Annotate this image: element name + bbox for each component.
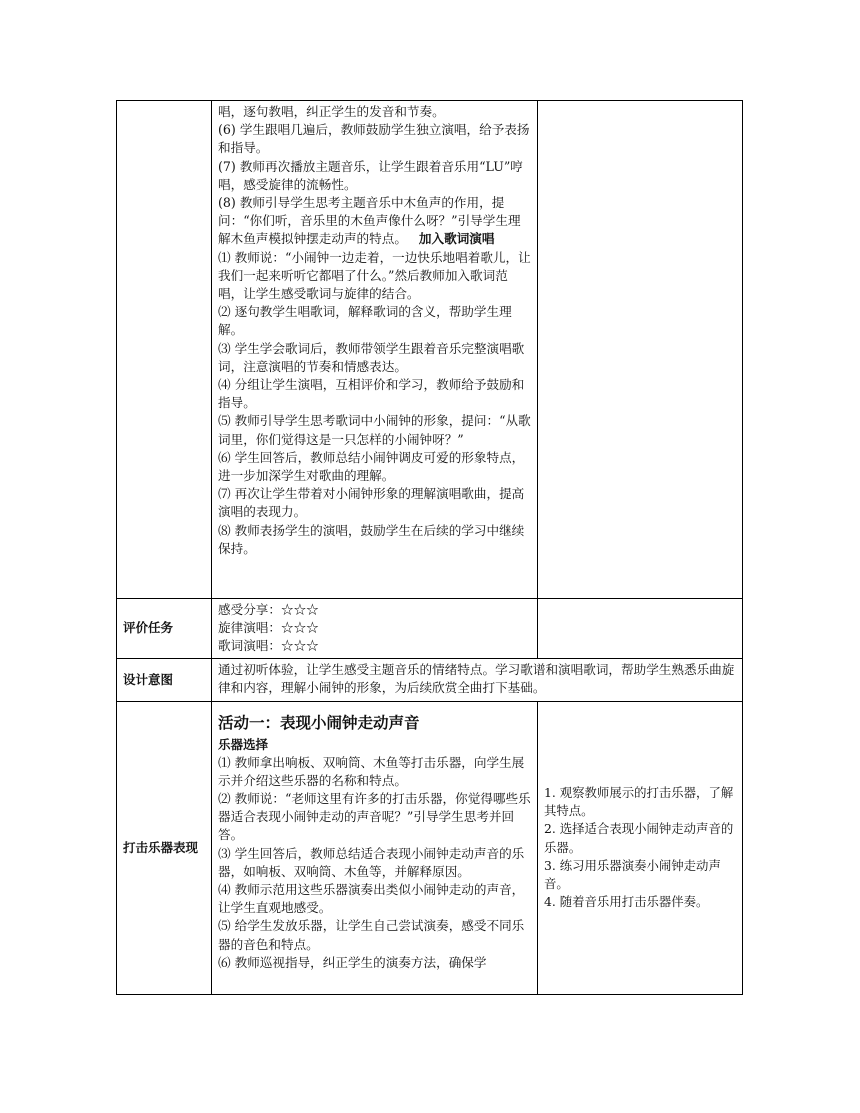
student-activity-item: 1. 观察教师展示的打击乐器，了解其特点。 bbox=[544, 784, 734, 819]
step-8-text: (8) 教师引导学生思考主题音乐中木鱼声的作用，提问：“你们听，音乐里的木鱼声像什么呀？”引导学生理解木鱼声模拟钟摆走动声的特点。 bbox=[218, 195, 521, 247]
evaluation-label: 评价任务 bbox=[117, 599, 212, 659]
singing-student-cell bbox=[538, 101, 743, 599]
content-paragraph: ⑻ 教师表扬学生的演唱，鼓励学生在后续的学习中继续保持。 bbox=[218, 522, 525, 556]
student-activity-item: 4. 随着音乐用打击乐器伴奏。 bbox=[544, 894, 709, 910]
percussion-row bbox=[117, 701, 743, 994]
lyrics-singing-heading: 加入歌词演唱 bbox=[418, 231, 495, 247]
content-paragraph: ⑸ 教师引导学生思考歌词中小闹钟的形象，提问：“从歌词里，你们觉得这是一只怎样的小闹钟呀？” bbox=[218, 413, 531, 447]
activity-title: 活动一：表现小闹钟走动声音 bbox=[218, 713, 420, 732]
content-paragraph: 唱，逐句教唱，纠正学生的发音和节奏。 bbox=[218, 104, 445, 119]
lesson-plan-table bbox=[116, 100, 743, 995]
evaluation-row bbox=[117, 599, 743, 659]
content-paragraph: ⑴ 教师说：“小闹钟一边走着，一边快乐地唱着歌儿，让我们一起来听听它都唱了什么。”然后教师加入歌词范唱，让学生感受歌词与旋律的结合。 bbox=[218, 249, 531, 302]
design-text: 通过初听体验，让学生感受主题音乐的情绪特点。学习歌谱和演唱歌词，帮助学生熟悉乐曲旋律和内容，理解小闹钟的形象，为后续欣赏全曲打下基础。 bbox=[212, 658, 743, 701]
content-paragraph: ⑵ 逐句教学生唱歌词，解释歌词的含义，帮助学生理解。 bbox=[218, 304, 512, 338]
evaluation-side-cell bbox=[538, 599, 743, 659]
content-paragraph: ⑴ 教师拿出响板、双响筒、木鱼等打击乐器，向学生展示并介绍这些乐器的名称和特点。 bbox=[218, 754, 525, 788]
content-paragraph: ⑹ 学生回答后，教师总结小闹钟调皮可爱的形象特点，进一步加深学生对歌曲的理解。 bbox=[218, 449, 525, 484]
instrument-selection-heading: 乐器选择 bbox=[218, 736, 269, 752]
singing-content-cell bbox=[212, 101, 538, 599]
content-paragraph: (7) 教师再次播放主题音乐，让学生跟着音乐用“LU”哼唱，感受旋律的流畅性。 bbox=[218, 158, 523, 192]
student-activity-item: 2. 选择适合表现小闹钟走动声音的乐器。 bbox=[544, 821, 734, 855]
content-paragraph: ⑷ 分组让学生演唱，互相评价和学习，教师给予鼓励和指导。 bbox=[218, 377, 525, 411]
content-paragraph: ⑷ 教师示范用这些乐器演奏出类似小闹钟走动的声音，让学生直观地感受。 bbox=[218, 882, 525, 916]
content-paragraph: (6) 学生跟唱几遍后，教师鼓励学生独立演唱，给予表扬和指导。 bbox=[218, 122, 530, 156]
content-paragraph: ⑶ 学生学会歌词后，教师带领学生跟着音乐完整演唱歌词，注意演唱的节奏和情感表达。 bbox=[218, 340, 525, 374]
content-paragraph: ⑸ 给学生发放乐器，让学生自己尝试演奏，感受不同乐器的音色和特点。 bbox=[218, 918, 525, 952]
content-paragraph: ⑶ 学生回答后，教师总结适合表现小闹钟走动声音的乐器，如响板、双响筒、木鱼等，并解释原因。 bbox=[218, 845, 525, 879]
content-paragraph: ⑵ 教师说：“老师这里有许多的打击乐器，你觉得哪些乐器适合表现小闹钟走动的声音呢？”引导学生思考并回答。 bbox=[218, 791, 531, 843]
design-row bbox=[117, 658, 743, 701]
content-paragraph bbox=[218, 194, 532, 249]
evaluation-content-cell bbox=[212, 599, 538, 659]
design-label: 设计意图 bbox=[117, 658, 212, 701]
student-activity-item: 3. 练习用乐器演奏小闹钟走动声音。 bbox=[544, 857, 721, 891]
content-paragraph: ⑺ 再次让学生带着对小闹钟形象的理解演唱歌曲，提高演唱的表现力。 bbox=[218, 486, 525, 520]
content-paragraph: ⑹ 教师巡视指导，纠正学生的演奏方法，确保学 bbox=[218, 954, 487, 970]
evaluation-item: 感受分享：☆☆☆ bbox=[218, 602, 319, 617]
evaluation-item: 歌词演唱：☆☆☆ bbox=[218, 638, 319, 654]
singing-row bbox=[117, 101, 743, 599]
percussion-label: 打击乐器表现 bbox=[117, 701, 212, 994]
singing-label-cell bbox=[117, 101, 212, 599]
evaluation-item: 旋律演唱：☆☆☆ bbox=[218, 620, 319, 636]
student-activity-cell bbox=[538, 701, 743, 994]
percussion-content-cell bbox=[212, 701, 538, 994]
